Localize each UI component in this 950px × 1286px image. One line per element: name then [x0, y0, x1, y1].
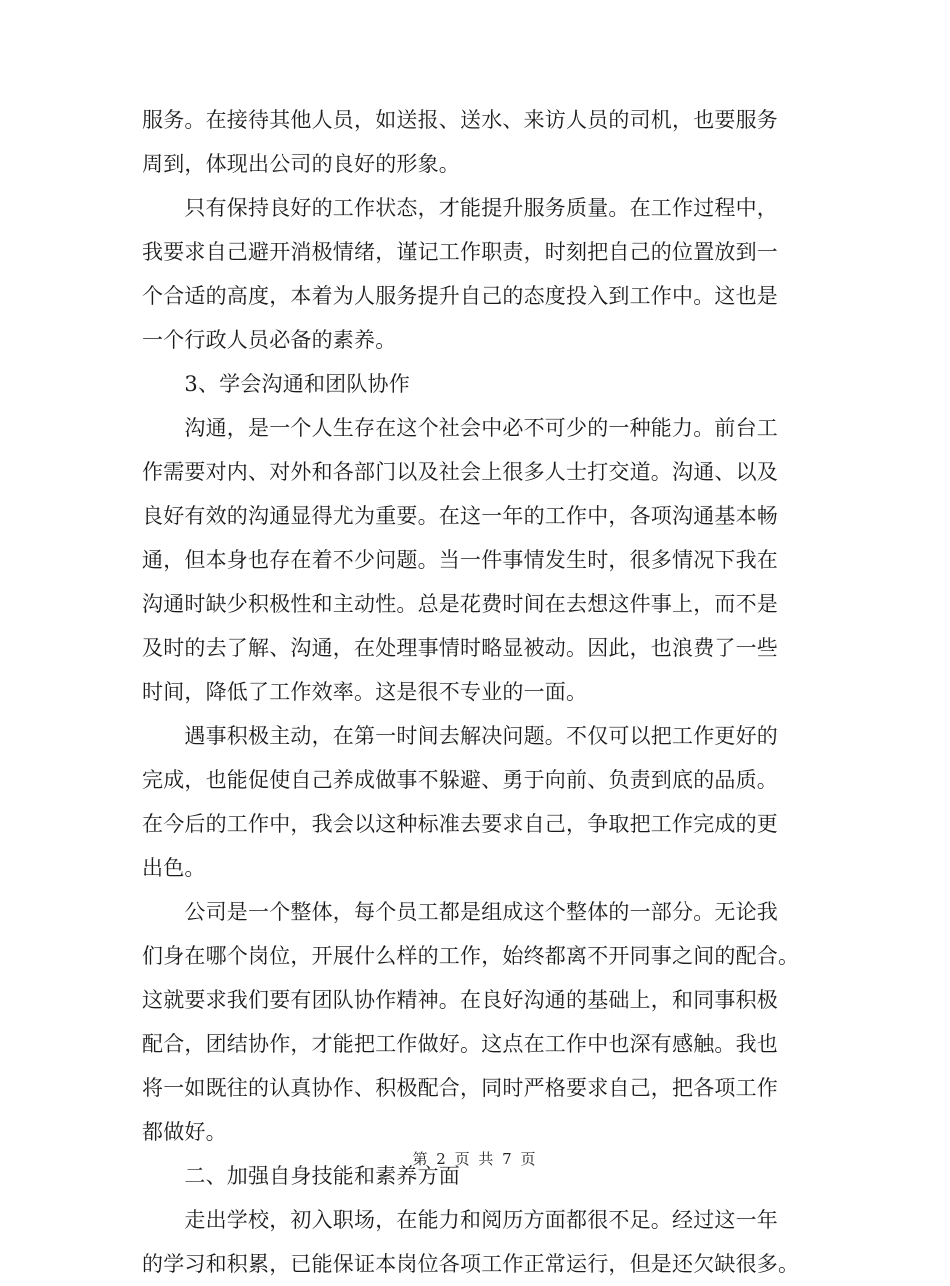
text-line: 服务。在接待其他人员，如送报、送水、来访人员的司机，也要服务 [142, 108, 778, 132]
text-line: 遇事积极主动，在第一时间去解决问题。不仅可以把工作更好的 [142, 724, 778, 748]
text-line: 作需要对内、对外和各部门以及社会上很多人士打交道。沟通、以及 [142, 460, 778, 484]
text-line: 沟通时缺少积极性和主动性。总是花费时间在去想这件事上，而不是 [142, 592, 778, 616]
text-line: 周到，体现出公司的良好的形象。 [142, 152, 460, 176]
text-line: 在今后的工作中，我会以这种标准去要求自己，争取把工作完成的更 [142, 812, 778, 836]
text-line: 个合适的高度，本着为人服务提升自己的态度投入到工作中。这也是 [142, 284, 778, 308]
text-line: 完成，也能促使自己养成做事不躲避、勇于向前、负责到底的品质。 [142, 768, 778, 792]
text-line: 都做好。 [142, 1120, 227, 1144]
text-line: 们身在哪个岗位，开展什么样的工作，始终都离不开同事之间的配合。 [142, 944, 800, 968]
text-line: 良好有效的沟通显得尤为重要。在这一年的工作中，各项沟通基本畅 [142, 504, 778, 528]
text-line: 通，但本身也存在着不少问题。当一件事情发生时，很多情况下我在 [142, 548, 778, 572]
text-line: 一个行政人员必备的素养。 [142, 328, 397, 352]
page-number: 第 2 页 共 7 页 [412, 1150, 538, 1168]
section-heading: 二、加强自身技能和素养方面 [142, 1164, 460, 1188]
text-line: 我要求自己避开消极情绪，谨记工作职责，时刻把自己的位置放到一 [142, 240, 778, 264]
text-line: 时间，降低了工作效率。这是很不专业的一面。 [142, 680, 588, 704]
section-heading: 3、学会沟通和团队协作 [142, 372, 410, 396]
text-line: 出色。 [142, 856, 206, 880]
text-line: 的学习和积累，已能保证本岗位各项工作正常运行，但是还欠缺很多。 [142, 1252, 800, 1276]
text-line: 走出学校，初入职场，在能力和阅历方面都很不足。经过这一年 [142, 1208, 778, 1232]
text-line: 将一如既往的认真协作、积极配合，同时严格要求自己，把各项工作 [142, 1076, 778, 1100]
text-line: 及时的去了解、沟通，在处理事情时略显被动。因此，也浪费了一些 [142, 636, 778, 660]
text-line: 只有保持良好的工作状态，才能提升服务质量。在工作过程中， [142, 196, 778, 220]
text-line: 公司是一个整体，每个员工都是组成这个整体的一部分。无论我 [142, 900, 778, 924]
document-body [142, 98, 810, 1286]
text-line: 沟通，是一个人生存在这个社会中必不可少的一种能力。前台工 [142, 416, 778, 440]
text-line: 这就要求我们要有团队协作精神。在良好沟通的基础上，和同事积极 [142, 988, 778, 1012]
text-line: 配合，团结协作，才能把工作做好。这点在工作中也深有感触。我也 [142, 1032, 778, 1056]
